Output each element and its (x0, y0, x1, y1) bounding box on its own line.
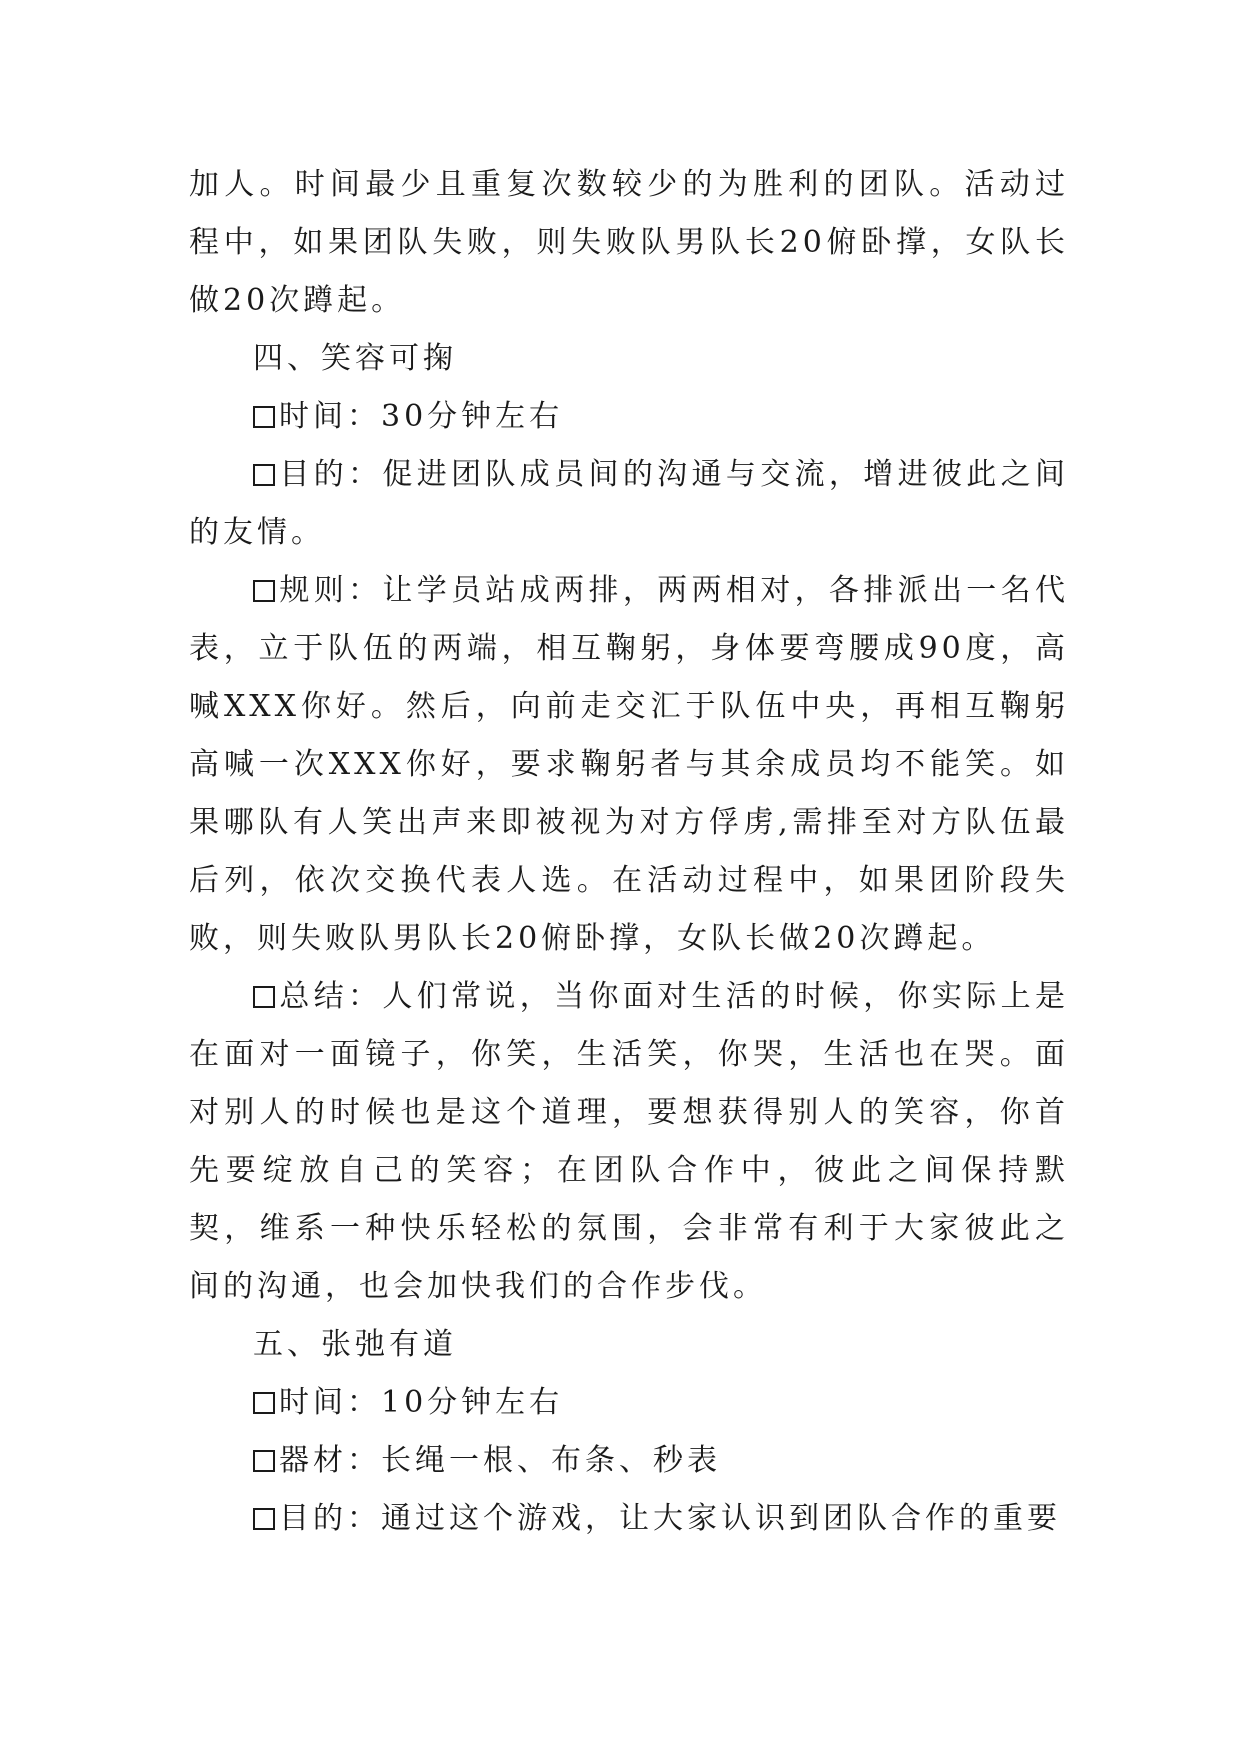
item-purpose-2 (189, 1490, 1069, 1548)
item-purpose (189, 446, 1069, 562)
heading-text: 四、笑容可掬 (253, 341, 457, 376)
checkbox-square-icon (253, 1450, 275, 1472)
document-body (189, 156, 1069, 1548)
checkbox-square-icon (253, 1508, 275, 1530)
heading-text: 五、张弛有道 (253, 1327, 457, 1362)
item-equipment (189, 1432, 1069, 1490)
item-time (189, 388, 1069, 446)
checkbox-square-icon (253, 406, 275, 428)
checkbox-square-icon (253, 1392, 275, 1414)
item-text: 目的：促进团队成员间的沟通与交流，增进彼此之间的友情。 (189, 457, 1069, 550)
item-text: 时间：10分钟左右 (279, 1385, 564, 1420)
item-rules (189, 562, 1069, 968)
item-text: 时间：30分钟左右 (279, 399, 564, 434)
item-summary (189, 968, 1069, 1316)
checkbox-square-icon (253, 986, 275, 1008)
item-text: 器材：长绳一根、布条、秒表 (279, 1443, 721, 1478)
checkbox-square-icon (253, 580, 275, 602)
paragraph-continuation (189, 156, 1069, 330)
checkbox-square-icon (253, 464, 275, 486)
section-heading-5 (189, 1316, 1069, 1374)
paragraph-text: 加人。时间最少且重复次数较少的为胜利的团队。活动过程中，如果团队失败，则失败队男队长20俯卧撑，女队长做20次蹲起。 (189, 167, 1069, 318)
item-time-2 (189, 1374, 1069, 1432)
item-text: 规则：让学员站成两排，两两相对，各排派出一名代表，立于队伍的两端，相互鞠躬，身体要弯腰成90度，高喊XXX你好。然后，向前走交汇于队伍中央，再相互鞠躬高喊一次XXX你好，要求鞠躬者与其余成员均不能笑。如果哪队有人笑出声来即被视为对方俘虏,需排至对方队伍最后列，依次交换代表人选。在活动过程中，如果团阶段失败，则失败队男队长20俯卧撑，女队长做20次蹲起。 (189, 573, 1069, 956)
section-heading-4 (189, 330, 1069, 388)
item-text: 总结：人们常说，当你面对生活的时候，你实际上是在面对一面镜子，你笑，生活笑，你哭，生活也在哭。面对别人的时候也是这个道理，要想获得别人的笑容，你首先要绽放自己的笑容；在团队合作中，彼此之间保持默契，维系一种快乐轻松的氛围，会非常有利于大家彼此之间的沟通，也会加快我们的合作步伐。 (189, 979, 1069, 1304)
item-text: 目的：通过这个游戏，让大家认识到团队合作的重要 (279, 1501, 1061, 1536)
